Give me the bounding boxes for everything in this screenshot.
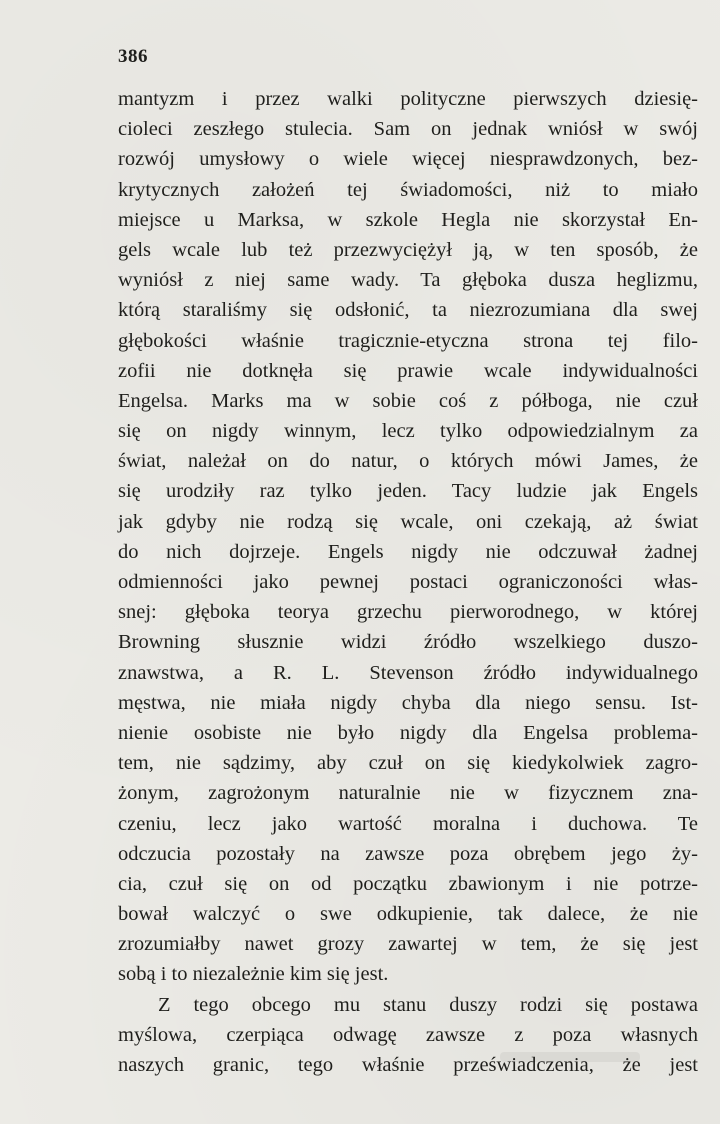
text-line: Engelsa. Marks ma w sobie coś z półboga, nie czuł: [118, 389, 698, 412]
text-line: do nich dojrzeje. Engels nigdy nie odczuwał żadnej: [118, 540, 698, 563]
text-line: znawstwa, a R. L. Stevenson źródło indywidualnego: [118, 661, 698, 684]
text-line: gels wcale lub też przezwyciężył ją, w ten sposób, że: [118, 238, 698, 261]
text-line: tem, nie sądzimy, aby czuł on się kiedykolwiek zagro-: [118, 752, 698, 775]
text-line: miejsce u Marksa, w szkole Hegla nie skorzystał En-: [118, 208, 698, 231]
text-line: Browning słusznie widzi źródło wszelkiego duszo-: [118, 631, 698, 654]
text-line: się urodziły raz tylko jeden. Tacy ludzie jak Engels: [118, 480, 698, 503]
text-line: naszych granic, tego właśnie przeświadczenia, że jest: [118, 1054, 698, 1076]
text-line: odczucia pozostały na zawsze poza obrębem jego ży-: [118, 842, 698, 865]
page-number: 386: [118, 46, 148, 67]
text-line: czeniu, lecz jako wartość moralna i duchowa. Te: [118, 812, 698, 835]
text-line: bował walczyć o swe odkupienie, tak dalece, że nie: [118, 903, 698, 926]
text-line: świat, należał on do natur, o których mówi James, że: [118, 450, 698, 473]
text-line: się on nigdy winnym, lecz tylko odpowiedzialnym za: [118, 420, 698, 443]
text-line: cia, czuł się on od początku zbawionym i nie potrze-: [118, 872, 698, 895]
paper-smudge: [500, 1052, 640, 1062]
text-line: rozwój umysłowy o wiele więcej niesprawdzonych, bez-: [118, 148, 698, 171]
text-line: męstwa, nie miała nigdy chyba dla niego sensu. Ist-: [118, 691, 698, 714]
text-line: cioleci zeszłego stulecia. Sam on jednak wniósł w swój: [118, 118, 698, 141]
text-line: nienie osobiste nie było nigdy dla Engelsa problema-: [118, 721, 698, 744]
text-line: wyniósł z niej same wady. Ta głęboka dusza heglizmu,: [118, 269, 698, 292]
text-line: sobą i to niezależnie kim się jest.: [118, 963, 389, 986]
text-line: odmienności jako pewnej postaci ograniczoności włas-: [118, 571, 698, 593]
text-line: Z tego obcego mu stanu duszy rodzi się postawa: [158, 993, 698, 1016]
text-line: myślowa, czerpiąca odwagę zawsze z poza własnych: [118, 1023, 698, 1046]
text-line: krytycznych założeń tej świadomości, niż to miało: [118, 178, 698, 201]
text-line: mantyzm i przez walki polityczne pierwszych dziesię-: [118, 88, 698, 110]
text-line: żonym, zagrożonym naturalnie nie w fizycznem zna-: [118, 782, 698, 805]
text-line: snej: głęboka teorya grzechu pierworodnego, w której: [118, 601, 698, 624]
text-line: jak gdyby nie rodzą się wcale, oni czekają, aż świat: [118, 510, 698, 533]
text-line: którą staraliśmy się odsłonić, ta niezrozumiana dla swej: [118, 299, 698, 322]
text-line: zrozumiałby nawet grozy zawartej w tem, że się jest: [118, 933, 698, 956]
body-text: [118, 84, 698, 1080]
text-line: zofii nie dotknęła się prawie wcale indywidualności: [118, 359, 698, 382]
text-line: głębokości właśnie tragicznie-etyczna strona tej filo-: [118, 329, 698, 352]
